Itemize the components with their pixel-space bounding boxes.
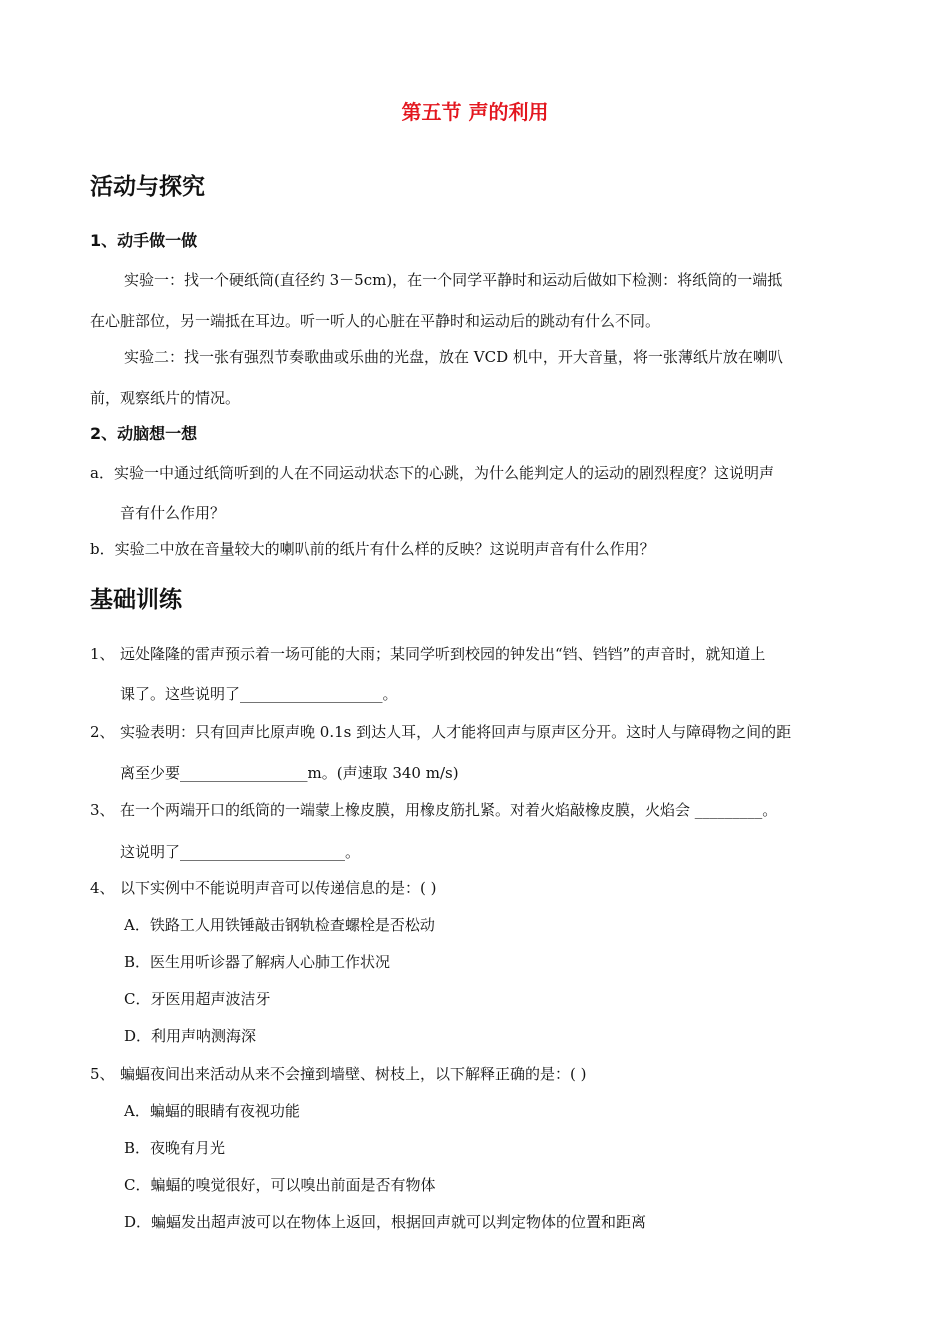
section-heading-activities: 活动与探究 bbox=[90, 174, 205, 200]
question4-option-c: C．牙医用超声波洁牙 bbox=[124, 990, 271, 1008]
question4-option-d: D．利用声呐测海深 bbox=[124, 1027, 257, 1045]
question4-option-b: B．医生用听诊器了解病人心肺工作状况 bbox=[124, 953, 391, 971]
question4-option-a: A．铁路工人用铁锤敲击钢轨检查螺栓是否松动 bbox=[124, 916, 435, 934]
page-title: 第五节 声的利用 bbox=[401, 100, 549, 124]
question5-option-d: D．蝙蝠发出超声波可以在物体上返回，根据回声就可以判定物体的位置和距离 bbox=[124, 1213, 647, 1231]
experiment2-text-line2: 前，观察纸片的情况。 bbox=[90, 389, 241, 407]
question-number: 5、 bbox=[90, 1065, 115, 1083]
question-number: 3、 bbox=[90, 801, 115, 819]
question5-stem: 蝙蝠夜间出来活动从来不会撞到墙壁、树枝上，以下解释正确的是：( ) bbox=[120, 1065, 587, 1083]
question5-option-b: B．夜晚有月光 bbox=[124, 1139, 226, 1157]
question2-line2: 离至少要_________________m。(声速取 340 m/s) bbox=[120, 764, 459, 782]
subheading-think: 2、动脑想一想 bbox=[90, 424, 198, 443]
question-a-line1: a．实验一中通过纸筒听到的人在不同运动状态下的心跳，为什么能判定人的运动的剧烈程度？这说明声 bbox=[90, 464, 774, 482]
experiment2-text-line1: 实验二：找一张有强烈节奏歌曲或乐曲的光盘，放在 VCD 机中，开大音量，将一张薄纸片放在喇叭 bbox=[124, 348, 783, 366]
question5-option-a: A．蝙蝠的眼睛有夜视功能 bbox=[124, 1102, 300, 1120]
experiment1-text-line1: 实验一：找一个硬纸筒(直径约 3－5cm)，在一个同学平静时和运动后做如下检测：将纸筒的一端抵 bbox=[124, 271, 783, 289]
section-heading-basic-training: 基础训练 bbox=[90, 587, 182, 613]
question4-stem: 以下实例中不能说明声音可以传递信息的是：( ) bbox=[120, 879, 437, 897]
question-b-line1: b．实验二中放在音量较大的喇叭前的纸片有什么样的反映？这说明声音有什么作用？ bbox=[90, 540, 655, 558]
question3-line2: 这说明了______________________。 bbox=[120, 843, 361, 861]
question-a-line2: 音有什么作用？ bbox=[120, 504, 226, 522]
question1-line1: 远处隆隆的雷声预示着一场可能的大雨；某同学听到校园的钟发出“铛、铛铛”的声音时，就知道上 bbox=[120, 645, 766, 663]
question-number: 2、 bbox=[90, 723, 115, 741]
experiment1-text-line2: 在心脏部位，另一端抵在耳边。听一听人的心脏在平静时和运动后的跳动有什么不同。 bbox=[90, 312, 661, 330]
question3-line1: 在一个两端开口的纸筒的一端蒙上橡皮膜，用橡皮筋扎紧。对着火焰敲橡皮膜，火焰会 _________。 bbox=[120, 801, 778, 819]
question2-line1: 实验表明：只有回声比原声晚 0.1s 到达人耳，人才能将回声与原声区分开。这时人与障碍物之间的距 bbox=[120, 723, 792, 741]
question5-option-c: C．蝙蝠的嗅觉很好，可以嗅出前面是否有物体 bbox=[124, 1176, 436, 1194]
question-number: 1、 bbox=[90, 645, 115, 663]
question1-line2: 课了。这些说明了___________________。 bbox=[120, 685, 398, 703]
question-number: 4、 bbox=[90, 879, 115, 897]
subheading-hands-on: 1、动手做一做 bbox=[90, 231, 198, 250]
